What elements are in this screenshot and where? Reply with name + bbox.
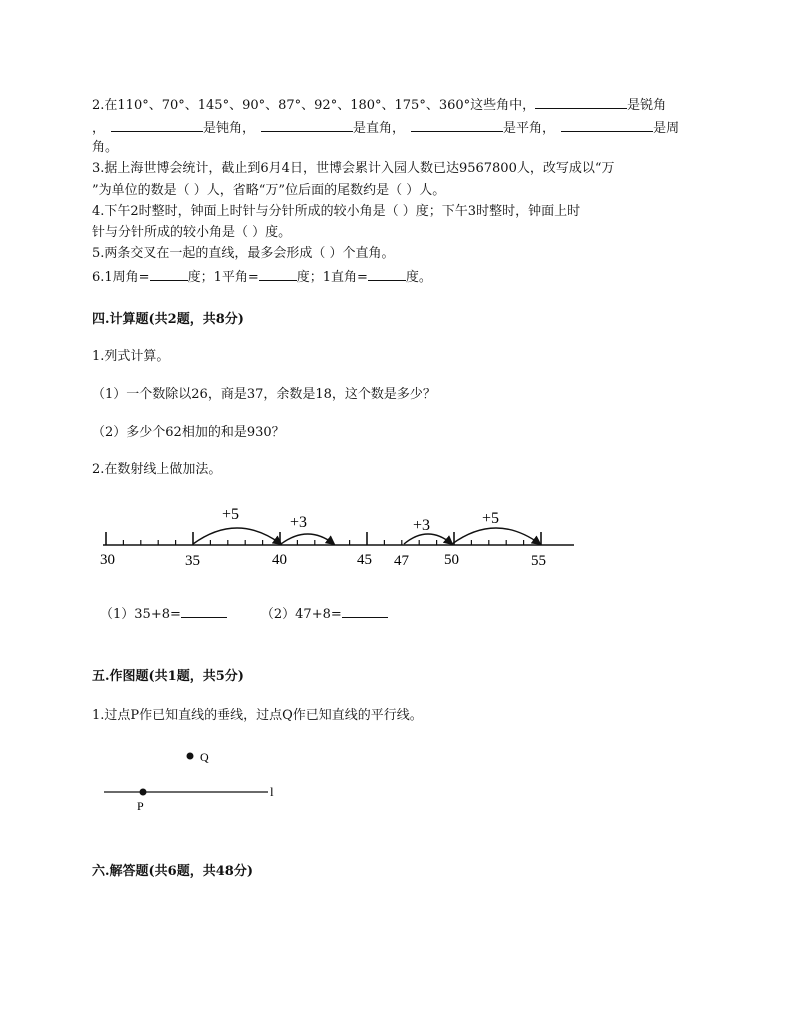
sec4-q1: 1.列式计算。 (92, 349, 170, 364)
q2-obtuse-label: 是钝角， (203, 121, 256, 136)
q3-line-2: ”为单位的数是（ ）人，省略“万”位后面的尾数约是（ ）人。 (92, 183, 446, 198)
sec4-q1-1: （1）一个数除以26，商是37，余数是18，这个数是多少？ (92, 387, 436, 402)
arc-label-1: +5 (222, 506, 240, 523)
tick-label-47: 47 (394, 553, 409, 569)
q2-blank-obtuse[interactable] (111, 118, 203, 132)
q2-line-3: 角。 (92, 140, 119, 155)
sec5-q1: 1.过点P作已知直线的垂线，过点Q作已知直线的平行线。 (92, 708, 423, 723)
answer-1-blank[interactable] (181, 604, 227, 618)
section-5-heading: 五.作图题(共1题，共5分) (92, 669, 244, 684)
tick-label-35: 35 (185, 553, 200, 569)
tick-label-50: 50 (444, 552, 459, 568)
q2-blank-right[interactable] (261, 118, 353, 132)
q6-end: 度。 (405, 270, 432, 285)
q2-right-label: 是直角， (353, 121, 406, 136)
answer-2-label: （2）47+8= (260, 607, 342, 622)
geometry-diagram (0, 745, 794, 825)
q6-full-angle: 6.1周角= (92, 270, 150, 285)
q2-full-label: 是周 (653, 121, 680, 136)
arc-label-3: +3 (413, 517, 431, 534)
q6-blank-2[interactable] (259, 267, 297, 281)
arc-50-to-55 (452, 528, 540, 544)
arc-35-to-40 (193, 528, 281, 544)
answer-1-label: （1）35+8= (100, 607, 181, 622)
tick-label-45: 45 (357, 552, 372, 568)
arc-label-2: +3 (290, 514, 308, 531)
q6-straight-angle: 度；1平角= (187, 270, 259, 285)
q6-blank-3[interactable] (368, 267, 406, 281)
sec4-q1-2: （2）多少个62相加的和是930？ (92, 425, 285, 440)
section-6-heading: 六.解答题(共6题，共48分) (92, 864, 253, 879)
q2-text: 2.在110°、70°、145°、90°、87°、92°、180°、175°、360°这些角中， (92, 98, 536, 113)
q5-line: 5.两条交叉在一起的直线，最多会形成（ ）个直角。 (92, 246, 395, 261)
tick-label-55: 55 (531, 553, 546, 569)
q4-line-2: 针与分针所成的较小角是（ ）度。 (92, 225, 292, 240)
q2-acute-label: 是锐角 (627, 98, 667, 113)
q6-line (92, 267, 432, 287)
number-line-diagram (0, 502, 794, 572)
number-line-ticks (106, 532, 541, 545)
point-q-label: Q (200, 750, 209, 764)
answer-2-blank[interactable] (342, 604, 388, 618)
q6-blank-1[interactable] (150, 267, 188, 281)
tick-label-40: 40 (272, 552, 287, 568)
line-l-label: l (270, 784, 274, 799)
point-q (187, 753, 194, 760)
sec4-answers (100, 604, 388, 624)
arc-label-4: +5 (482, 510, 500, 527)
point-p-label: P (137, 799, 144, 813)
point-p (140, 789, 147, 796)
arc-40-to-43 (281, 534, 334, 544)
q2-blank-acute[interactable] (535, 95, 627, 109)
q2-blank-straight[interactable] (411, 118, 503, 132)
q4-line-1: 4.下午2时整时，钟面上时针与分针所成的较小角是（ ）度；下午3时整时，钟面上时 (92, 204, 581, 219)
q3-line-1: 3.据上海世博会统计，截止到6月4日，世博会累计入园人数已达9567800人，改写成以“万 (92, 161, 615, 176)
q2-line-2 (92, 118, 679, 138)
q2-line-1 (92, 95, 666, 115)
q2-comma: ， (92, 121, 106, 136)
arc-47-to-50 (404, 534, 452, 544)
q2-blank-full[interactable] (561, 118, 653, 132)
tick-label-30: 30 (100, 552, 115, 568)
q2-straight-label: 是平角， (503, 121, 556, 136)
section-4-heading: 四.计算题(共2题，共8分) (92, 312, 244, 327)
q6-right-angle: 度；1直角= (296, 270, 368, 285)
sec4-q2: 2.在数射线上做加法。 (92, 462, 222, 477)
